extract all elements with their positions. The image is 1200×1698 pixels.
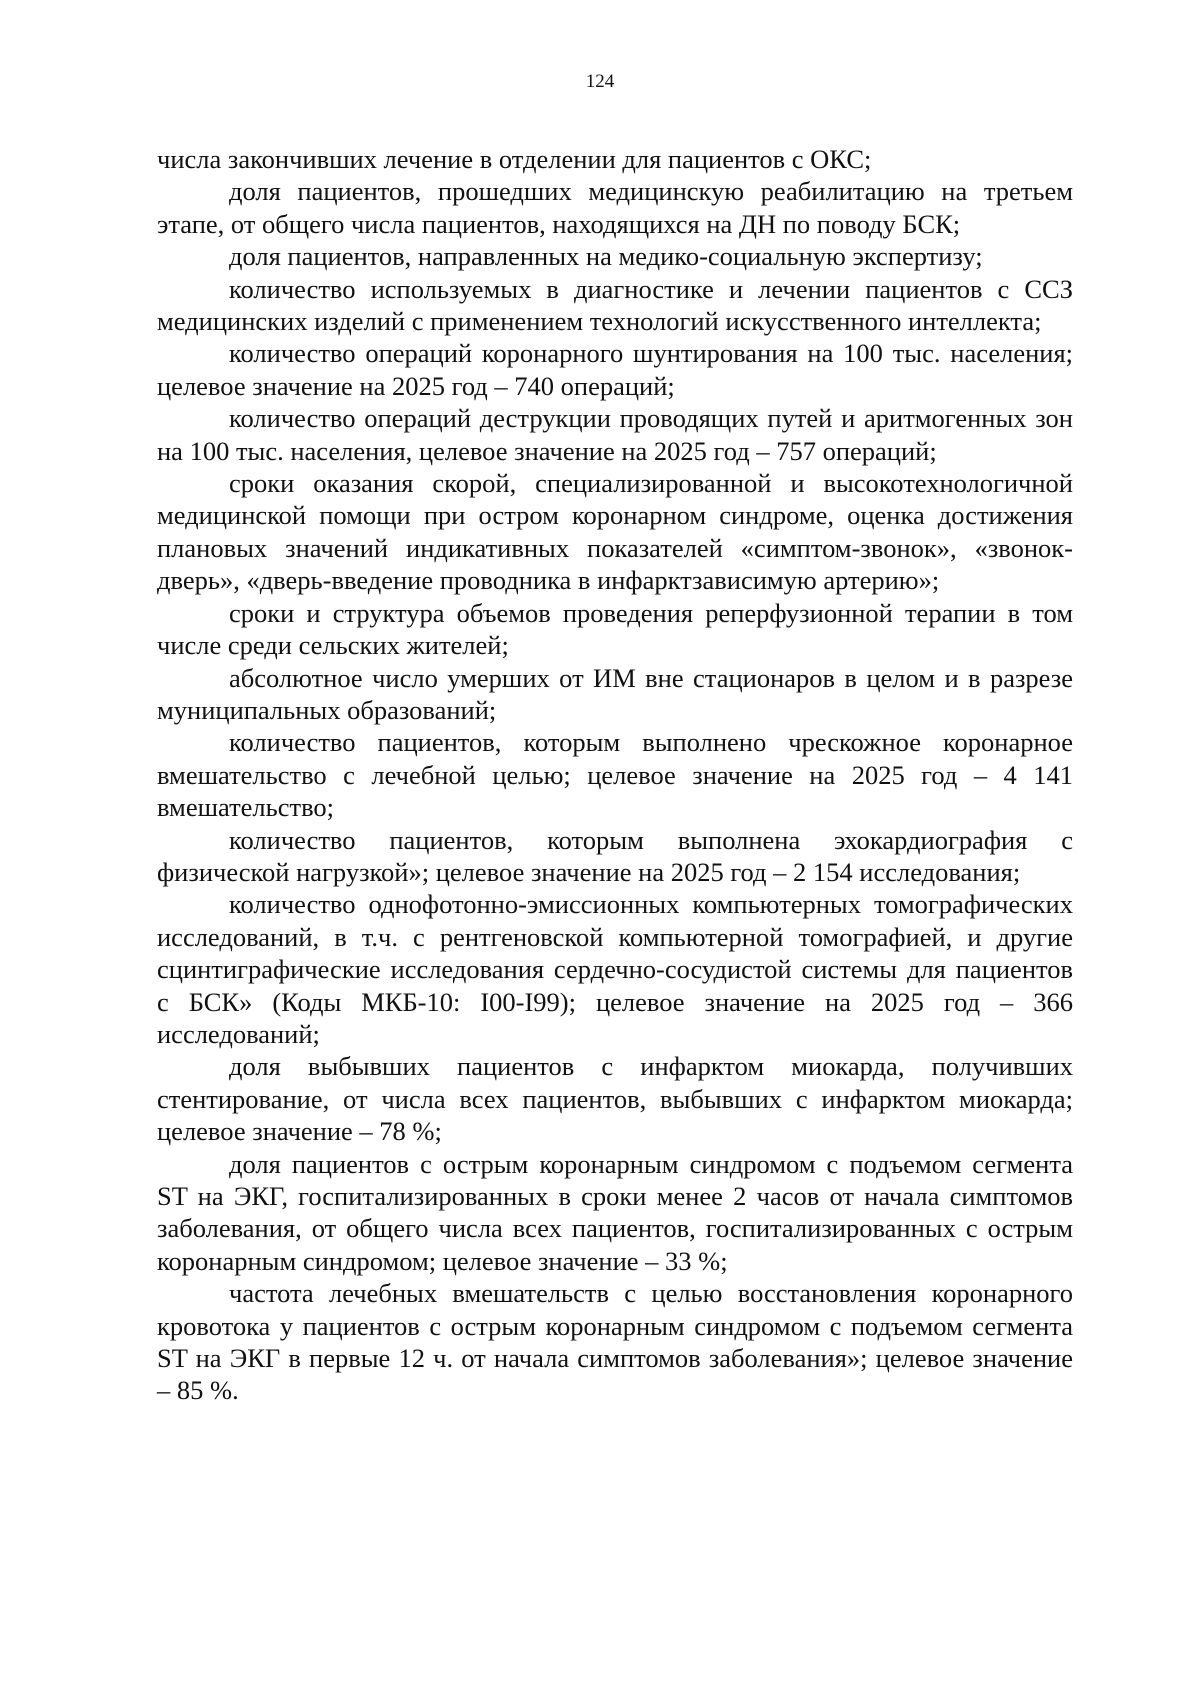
- paragraph: абсолютное число умерших от ИМ вне стационаров в целом и в разрезе муниципальных образований;: [157, 662, 1073, 725]
- paragraph: сроки и структура объемов проведения реперфузионной терапии в том числе среди сельских жителей;: [157, 597, 1073, 661]
- paragraph: числа закончивших лечение в отделении для пациентов с ОКС;: [157, 144, 872, 174]
- paragraph: доля пациентов с острым коронарным синдромом с подъемом сегмента ST на ЭКГ, госпитализированных в сроки менее 2 часов от начала симптомов заболевания, от общего числа всех пациентов, госпитализированных с острым коронарным синдромом; целевое значение – 33 %;: [157, 1148, 1073, 1276]
- document-body: [157, 143, 1073, 1407]
- paragraph: количество пациентов, которым выполнена эхокардиография с физической нагрузкой»; целевое значение на 2025 год – 2 154 исследования;: [157, 824, 1073, 887]
- paragraph: количество операций деструкции проводящих путей и аритмогенных зон на 100 тыс. населения, целевое значение на 2025 год – 757 операций;: [157, 403, 1073, 466]
- paragraph: количество однофотонно-эмиссионных компьютерных томографических исследований, в т.ч. с рентгеновской компьютерной томографией, и другие сцинтиграфические исследования сердечно-сосудистой системы для пациентов с БСК» (Коды МКБ-10: I00-I99); целевое значение на 2025 год – 366 исследований;: [157, 889, 1073, 1049]
- paragraph: доля пациентов, прошедших медицинскую реабилитацию на третьем этапе, от общего числа пациентов, находящихся на ДН по поводу БСК;: [157, 176, 1073, 239]
- paragraph: частота лечебных вмешательств с целью восстановления коронарного кровотока у пациентов с острым коронарным синдромом с подъемом сегмента ST на ЭКГ в первые 12 ч. от начала симптомов заболевания»; целевое значение – 85 %.: [157, 1278, 1073, 1406]
- paragraph: сроки оказания скорой, специализированной и высокотехнологичной медицинской помощи при остром коронарном синдроме, оценка достижения плановых значений индикативных показателей «симптом-звонок», «звонок-дверь», «дверь-введение проводника в инфарктзависимую артерию»;: [157, 468, 1073, 596]
- paragraph: количество используемых в диагностике и лечении пациентов с ССЗ медицинских изделий с применением технологий искусственного интеллекта;: [157, 273, 1073, 337]
- paragraph: доля пациентов, направленных на медико-социальную экспертизу;: [229, 241, 983, 272]
- paragraph: количество операций коронарного шунтирования на 100 тыс. населения; целевое значение на 2025 год – 740 операций;: [157, 338, 1073, 401]
- page-number: 124: [585, 71, 615, 92]
- paragraph: доля выбывших пациентов с инфарктом миокарда, получивших стентирование, от числа всех пациентов, выбывших с инфарктом миокарда; целевое значение – 78 %;: [157, 1051, 1073, 1147]
- paragraph: количество пациентов, которым выполнено чрескожное коронарное вмешательство с лечебной целью; целевое значение на 2025 год – 4 141 вмешательство;: [157, 727, 1073, 823]
